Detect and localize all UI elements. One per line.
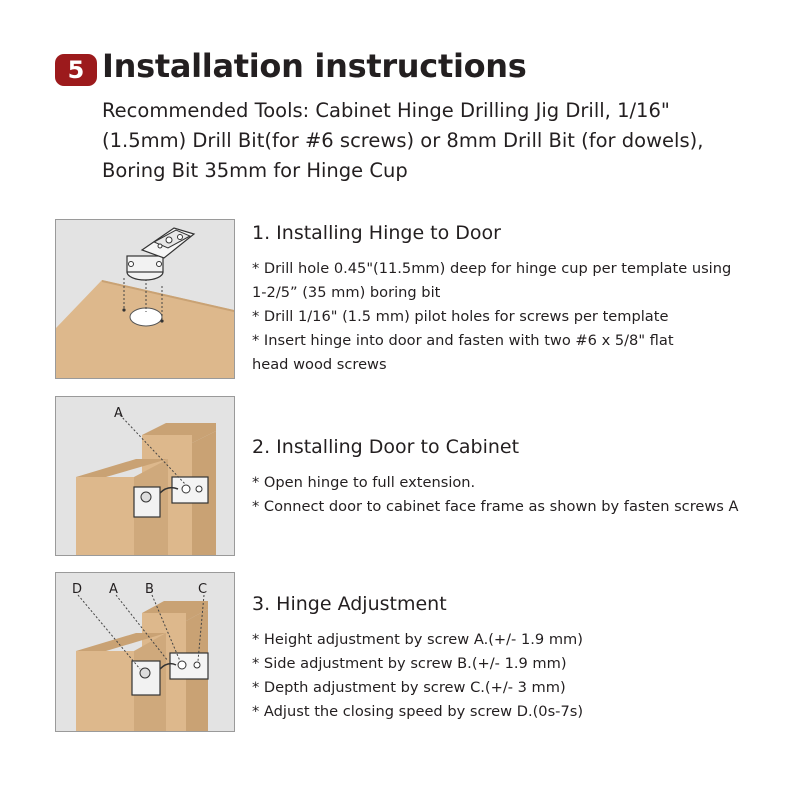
hinge-icon xyxy=(127,228,194,280)
bullet-line: * Height adjustment by screw A.(+/- 1.9 mm) xyxy=(252,631,583,648)
tools-line: (1.5mm) Drill Bit(for #6 screws) or 8mm Drill Bit (for dowels), xyxy=(102,129,704,152)
bullet-line: * Side adjustment by screw B.(+/- 1.9 mm) xyxy=(252,655,567,672)
door-front xyxy=(76,477,134,555)
list-item xyxy=(252,329,782,377)
list-item xyxy=(252,700,782,724)
tools-line: Recommended Tools: Cabinet Hinge Drilling Jig Drill, 1/16" xyxy=(102,99,670,122)
bullet-list xyxy=(252,257,782,377)
pilot-hole xyxy=(122,308,125,311)
label-d: D xyxy=(72,582,83,597)
bullet-line: 1-2/5” (35 mm) boring bit xyxy=(252,284,441,301)
door-to-cabinet-diagram xyxy=(56,397,234,555)
pilot-hole xyxy=(160,319,163,322)
page-title: Installation instructions xyxy=(102,47,527,85)
recommended-tools xyxy=(102,96,792,186)
bullet-line: * Adjust the closing speed by screw D.(0s-7s) xyxy=(252,703,584,720)
door-panel xyxy=(56,280,234,378)
step2-illustration xyxy=(55,396,235,556)
section-title: 2. Installing Door to Cabinet xyxy=(252,436,520,458)
label-a: A xyxy=(114,406,123,421)
bullet-line: * Insert hinge into door and fasten with two #6 x 5/8" flat xyxy=(252,332,674,349)
section-title: 3. Hinge Adjustment xyxy=(252,593,447,615)
section-installing-hinge xyxy=(252,222,782,377)
bullet-line: head wood screws xyxy=(252,356,387,373)
list-item xyxy=(252,652,782,676)
bullet-list xyxy=(252,628,782,724)
step1-illustration xyxy=(55,219,235,379)
section-hinge-adjustment xyxy=(252,593,782,724)
list-item xyxy=(252,628,782,652)
label-b: B xyxy=(145,582,154,597)
tools-line: Boring Bit 35mm for Hinge Cup xyxy=(102,159,408,182)
bullet-line: * Drill 1/16" (1.5 mm) pilot holes for screws per template xyxy=(252,308,669,325)
hinge-to-door-diagram xyxy=(56,220,234,378)
bullet-line: * Drill hole 0.45"(11.5mm) deep for hinge cup per template using xyxy=(252,260,732,277)
bullet-line: * Connect door to cabinet face frame as shown by fasten screws A xyxy=(252,498,739,515)
step-number-badge: 5 xyxy=(55,54,97,86)
bullet-list xyxy=(252,471,782,519)
list-item xyxy=(252,495,782,519)
label-a: A xyxy=(109,582,118,597)
hinge-cup-hole xyxy=(130,308,162,326)
list-item xyxy=(252,471,782,495)
list-item xyxy=(252,305,782,329)
label-c: C xyxy=(198,582,208,597)
section-title: 1. Installing Hinge to Door xyxy=(252,222,501,244)
list-item xyxy=(252,676,782,700)
bullet-line: * Open hinge to full extension. xyxy=(252,474,476,491)
bullet-line: * Depth adjustment by screw C.(+/- 3 mm) xyxy=(252,679,566,696)
section-installing-door xyxy=(252,436,782,519)
step3-illustration xyxy=(55,572,235,732)
list-item xyxy=(252,257,782,305)
hinge-adjustment-diagram xyxy=(56,573,234,731)
door-front xyxy=(76,651,134,731)
